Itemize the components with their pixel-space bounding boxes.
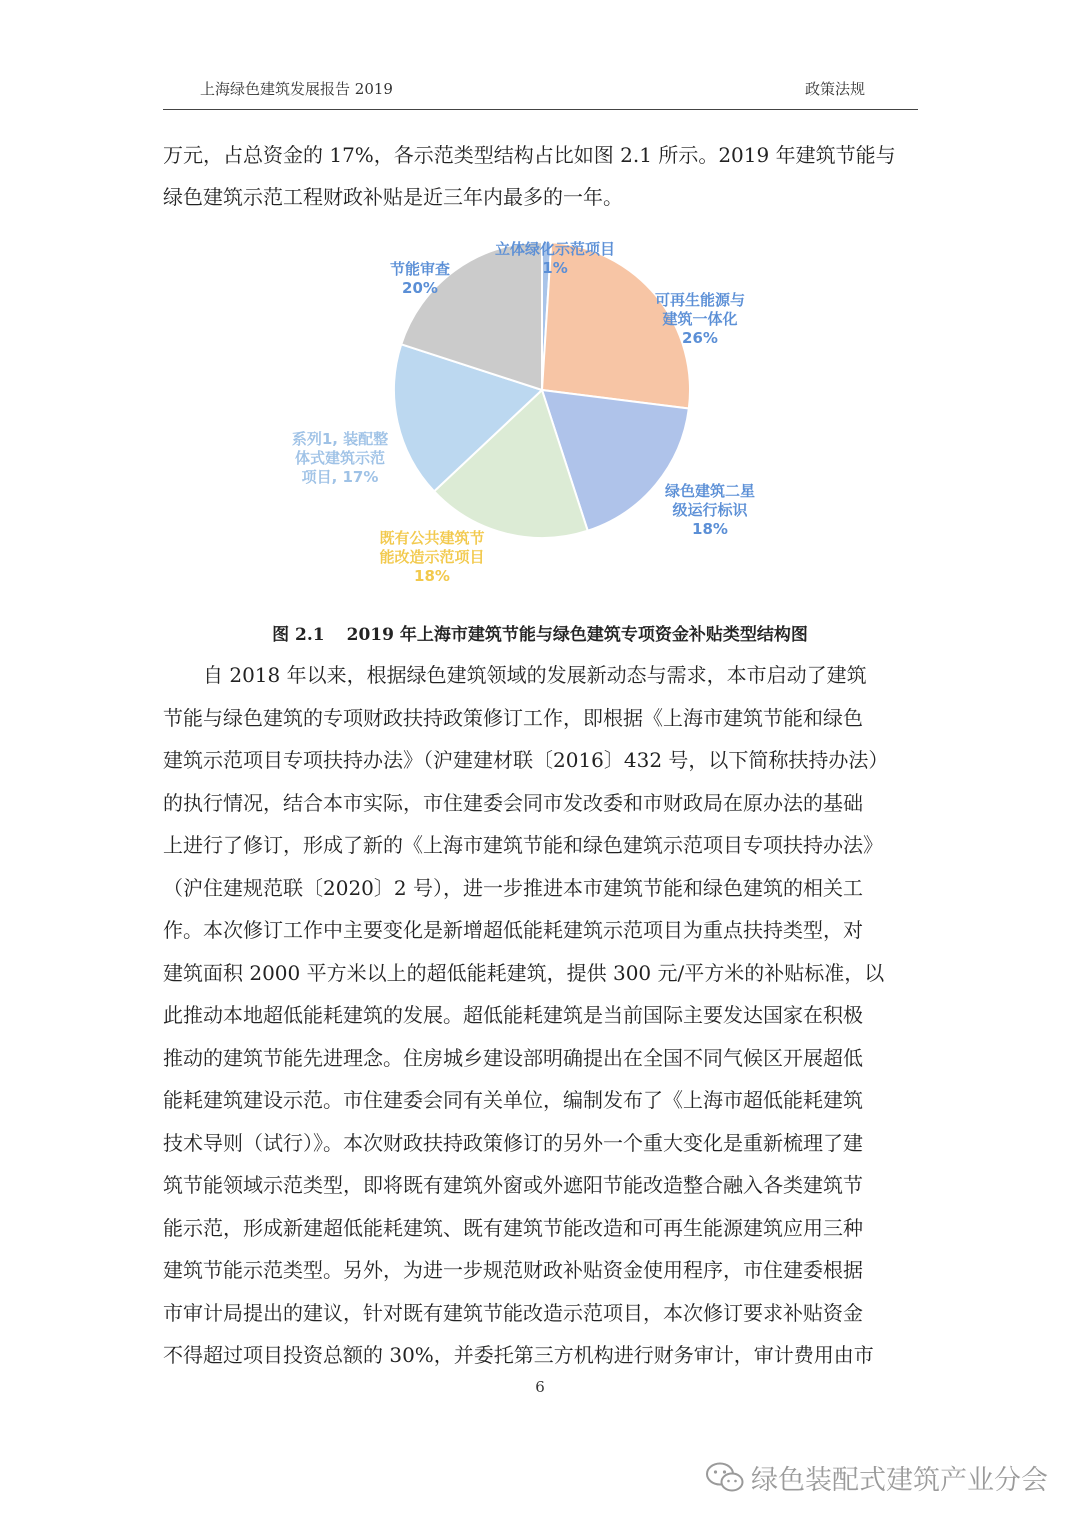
body-line: 的执行情况，结合本市实际，市住建委会同市发改委和市财政局在原办法的基础	[163, 790, 863, 815]
body-line: 推动的建筑节能先进理念。住房城乡建设部明确提出在全国不同气候区开展超低	[163, 1045, 863, 1070]
slice-label-line: 18%	[414, 567, 450, 585]
slice-label-line: 项目, 17%	[301, 468, 379, 486]
slice-label-line: 级运行标识	[672, 501, 748, 519]
slice-label-line: 18%	[692, 520, 728, 538]
watermark-text: 绿色装配式建筑产业分会	[751, 1465, 1048, 1496]
body-line: 技术导则（试行）》。本次财政扶持政策修订的另外一个重大变化是重新梳理了建	[163, 1130, 863, 1155]
body-line: 不得超过项目投资总额的 30%，并委托第三方机构进行财务审计，审计费用由市	[163, 1343, 874, 1367]
body-line: 自 2018 年以来，根据绿色建筑领域的发展新动态与需求，本市启动了建筑	[163, 663, 867, 687]
intro-line: 万元，占总资金的 17%，各示范类型结构占比如图 2.1 所示。2019 年建筑节能与	[163, 143, 896, 167]
wechat-icon	[705, 1461, 745, 1495]
slice-label-line: 建筑一体化	[662, 310, 738, 328]
pie-chart	[280, 230, 820, 590]
body-line: 建筑节能示范类型。另外，为进一步规范财政补贴资金使用程序，市住建委根据	[163, 1258, 863, 1282]
figure-number: 图 2.1	[272, 625, 325, 645]
body-line: 建筑示范项目专项扶持办法》（沪建建材联〔2016〕432 号，以下简称扶持办法）	[163, 748, 889, 772]
slice-label-line: 能改造示范项目	[379, 548, 485, 566]
intro-line: 绿色建筑示范工程财政补贴是近三年内最多的一年。	[163, 185, 623, 209]
body-line: 作。本次修订工作中主要变化是新增超低能耗建筑示范项目为重点扶持类型，对	[163, 918, 863, 942]
body-line: 能耗建筑建设示范。市住建委会同有关单位，编制发布了《上海市超低能耗建筑	[163, 1088, 863, 1112]
slice-label	[379, 529, 484, 585]
watermark	[705, 1458, 1048, 1497]
body-line: 此推动本地超低能耗建筑的发展。超低能耗建筑是当前国际主要发达国家在积极	[163, 1003, 863, 1027]
slice-label-line: 立体绿化示范项目	[494, 240, 616, 258]
body-line: 节能与绿色建筑的专项财政扶持政策修订工作，即根据《上海市建筑节能和绿色	[163, 705, 863, 730]
slice-label-line: 1%	[542, 259, 568, 277]
slice-label-line: 体式建筑示范	[294, 449, 386, 467]
slice-label-line: 绿色建筑二星	[664, 482, 756, 500]
slice-label-line: 系列1, 装配整	[291, 430, 389, 448]
body-line: （沪住建规范联〔2020〕2 号），进一步推进本市建筑节能和绿色建筑的相关工	[163, 875, 863, 900]
body-paragraph	[163, 654, 923, 1377]
slice-label-line: 节能审查	[389, 260, 451, 278]
running-header-section: 政策法规	[805, 80, 866, 98]
header-rule	[163, 109, 918, 110]
body-line: 能示范，形成新建超低能耗建筑、既有建筑节能改造和可再生能源建筑应用三种	[163, 1215, 863, 1240]
running-header-title: 上海绿色建筑发展报告 2019	[200, 80, 393, 98]
slice-label-line: 既有公共建筑节	[379, 529, 485, 547]
slice-label-line: 可再生能源与	[654, 291, 746, 309]
slice-label-line: 26%	[682, 329, 718, 347]
slice-label-line: 20%	[402, 279, 438, 297]
body-line: 上进行了修订，形成了新的《上海市建筑节能和绿色建筑示范项目专项扶持办法》	[163, 833, 883, 857]
body-line: 筑节能领域示范类型，即将既有建筑外窗或外遮阳节能改造整合融入各类建筑节	[163, 1173, 863, 1197]
intro-paragraph	[163, 134, 923, 218]
slice-label	[292, 430, 388, 486]
page-number: 6	[535, 1378, 545, 1396]
figure-title: 2019 年上海市建筑节能与绿色建筑专项资金补贴类型结构图	[346, 625, 808, 645]
body-line: 市审计局提出的建议，针对既有建筑节能改造示范项目，本次修订要求补贴资金	[163, 1300, 863, 1325]
slice-label	[665, 482, 755, 538]
figure-caption	[0, 620, 1080, 645]
body-line: 建筑面积 2000 平方米以上的超低能耗建筑，提供 300 元/平方米的补贴标准，以	[163, 960, 885, 985]
